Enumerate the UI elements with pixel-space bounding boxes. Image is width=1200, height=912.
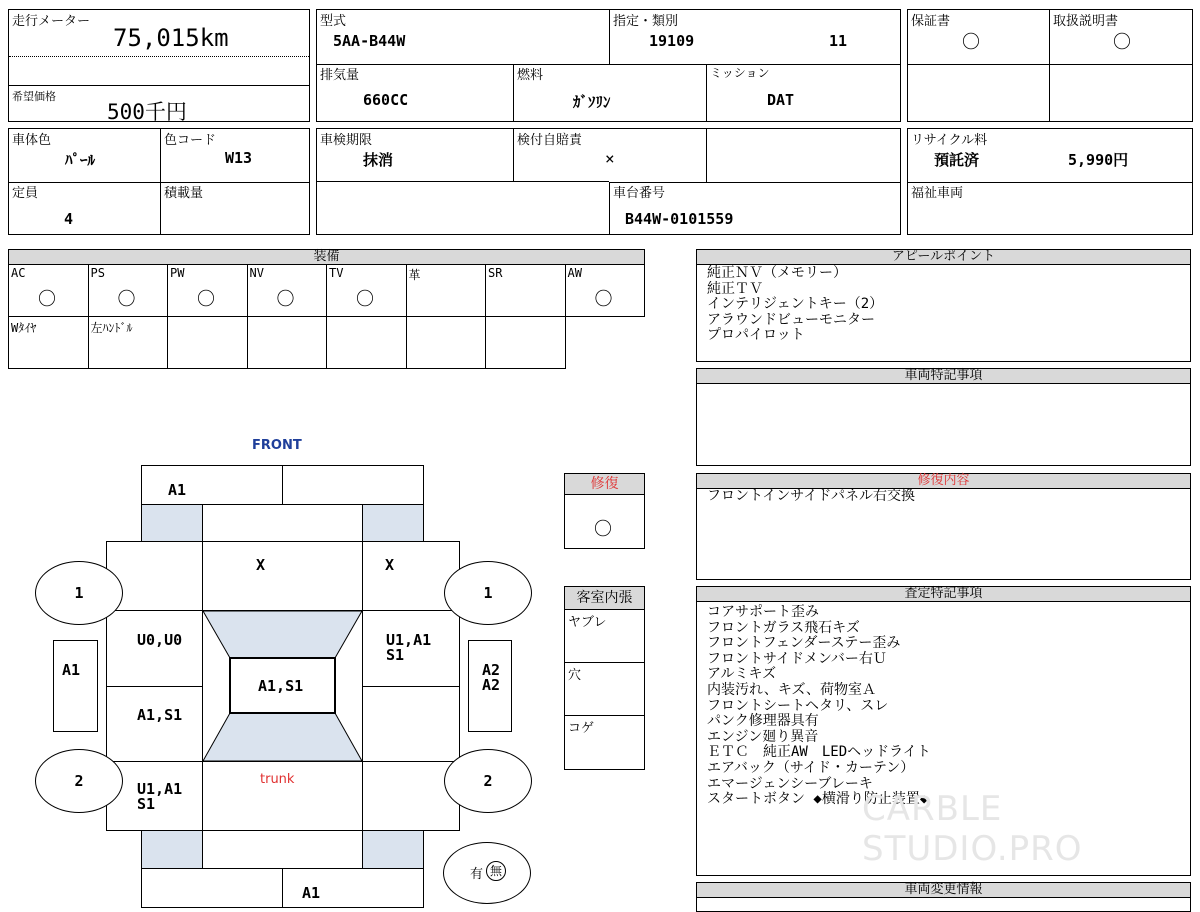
model-box: [316, 9, 901, 122]
appeal-title: アピールポイント: [696, 249, 1191, 265]
price-value: 500千円: [107, 100, 187, 124]
spare-none: 無: [486, 861, 506, 881]
front-right-pillar: [362, 504, 424, 542]
equipment-title: 装備: [8, 249, 645, 265]
equipment-label: NV: [249, 266, 264, 280]
mileage-box: [8, 9, 310, 122]
rear-left-door: [106, 686, 203, 762]
welfare-label: 福祉車両: [911, 186, 964, 201]
color-code-label: 色コード: [164, 133, 217, 148]
change-info-title: 車両変更情報: [696, 882, 1191, 898]
manual-value: 〇: [1113, 32, 1131, 53]
roof-value: A1,S1: [258, 677, 304, 695]
front-left-pillar: [141, 504, 203, 542]
equipment-cell: [88, 317, 169, 369]
spare-label: 有: [470, 867, 484, 882]
interior-box: [564, 586, 645, 770]
wheel-front-left: 1: [35, 561, 123, 625]
hood-left-value: X: [256, 556, 266, 574]
equipment-value: 〇: [356, 289, 374, 310]
designation-value2: 11: [829, 32, 848, 50]
appeal-text: 純正ＮＶ（メモリー） 純正ＴＶ インテリジェントキー（2） アラウンドビューモニター プロパイロット: [707, 265, 884, 344]
recycle-box: [907, 128, 1193, 235]
mission-value: DAT: [767, 91, 795, 109]
rear-left-pillar: [141, 830, 203, 869]
chassis-label: 車台番号: [613, 186, 666, 201]
equipment-label: Wﾀｲﾔ: [11, 321, 37, 335]
inspection-label: 車検期限: [320, 133, 373, 148]
assessment-panel: [696, 586, 1191, 876]
interior-item: コゲ: [568, 721, 595, 736]
repair-detail-title: 修復内容: [696, 473, 1191, 489]
left-sill-value: A1: [62, 661, 81, 679]
recycle-label: リサイクル料: [911, 133, 988, 148]
equipment-label: PW: [170, 266, 185, 280]
interior-item: ヤブレ: [568, 615, 607, 630]
model-label: 型式: [320, 14, 347, 29]
rear-right-pillar: [362, 830, 424, 869]
hood-top: [202, 504, 363, 542]
equipment-cell: [406, 265, 487, 317]
equipment-cell: [8, 265, 89, 317]
equipment-value: 〇: [38, 289, 56, 310]
equipment-value: 〇: [276, 289, 295, 310]
chassis-value: B44W-0101559: [625, 210, 734, 228]
equipment-label: AW: [567, 266, 582, 280]
equipment-cell: [247, 265, 328, 317]
repair-detail-panel: [696, 473, 1191, 580]
capacity-value: 4: [64, 210, 74, 228]
color-value: ﾊﾟｰﾙ: [65, 151, 96, 169]
mission-label: ミッション: [710, 66, 770, 80]
equipment-table: [8, 249, 645, 369]
equipment-cell: [88, 265, 169, 317]
interior-title: 客室内張: [564, 586, 645, 610]
special-notes-title: 車両特記事項: [696, 368, 1191, 384]
trunk-label: trunk: [260, 772, 295, 787]
equipment-value: 〇: [117, 289, 136, 310]
special-notes-panel: [696, 368, 1191, 466]
equipment-label: PS: [90, 266, 105, 280]
warranty-value: 〇: [962, 32, 980, 53]
designation-value1: 19109: [649, 32, 695, 50]
equipment-value: 〇: [594, 289, 613, 310]
wheel-rear-left: 2: [35, 749, 123, 813]
change-info-panel: [696, 882, 1191, 912]
front-right-door-value-2: S1: [386, 646, 405, 664]
equipment-cell: [167, 265, 248, 317]
equipment-label: TV: [329, 266, 344, 280]
rear-top: [202, 830, 363, 869]
manual-label: 取扱説明書: [1053, 14, 1119, 29]
equipment-cell: [326, 265, 407, 317]
recycle-amount: 5,990円: [1068, 151, 1129, 169]
load-label: 積載量: [164, 186, 204, 201]
displacement-value: 660CC: [363, 91, 409, 109]
repair-box: [564, 473, 645, 549]
equipment-cell: [247, 317, 328, 369]
appeal-panel: [696, 249, 1191, 362]
front-bumper-value: A1: [168, 481, 187, 499]
left-sill: [53, 640, 98, 732]
right-sill-value-1: A2: [482, 661, 501, 679]
assessment-title: 査定特記事項: [696, 586, 1191, 602]
color-code-value: W13: [225, 149, 253, 167]
warranty-label: 保証書: [911, 14, 951, 29]
designation-label: 指定・類別: [613, 14, 679, 29]
price-label: 希望価格: [12, 90, 56, 103]
capacity-label: 定員: [12, 186, 39, 201]
fuel-value: ｶﾞｿﾘﾝ: [573, 93, 611, 111]
inspection-value: 抹消: [363, 151, 394, 169]
assessment-text: コアサポート歪み フロントガラス飛石キズ フロントフェンダーステー歪み フロントサイドメンバー右Ｕ アルミキズ 内装汚れ、キズ、荷物室Ａ フロントシートヘタリ、スレ パンク修理器具有 エンジン廻り異音 ＥＴＣ 純正AW LEDヘッドライト エアバック（サイド・カーテン） エマージェンシーブレーキ スタートボタン ◆横滑り防止装置◆: [707, 604, 931, 808]
insurance-value: ×: [605, 149, 615, 168]
wheel-rear-right: 2: [444, 749, 532, 813]
rear-left-door-value: A1,S1: [137, 706, 183, 724]
hood: [202, 541, 363, 611]
equipment-cell: [8, 317, 89, 369]
rear-left-fender-value-2: S1: [137, 795, 156, 813]
color-label: 車体色: [12, 133, 52, 148]
repair-value: 〇: [594, 519, 612, 540]
equipment-cell: [326, 317, 407, 369]
repair-title: 修復: [564, 473, 645, 495]
equipment-label: 革: [408, 268, 421, 282]
equipment-label: AC: [11, 266, 26, 280]
equipment-label: 左ﾊﾝﾄﾞﾙ: [90, 321, 133, 335]
equipment-cell: [565, 265, 646, 317]
equipment-cell: [485, 317, 566, 369]
equipment-cell: [485, 265, 566, 317]
wheel-front-right: 1: [444, 561, 532, 625]
front-left-door-value: U0,U0: [137, 631, 183, 649]
spare-tire: [443, 842, 531, 904]
equipment-label: SR: [488, 266, 503, 280]
recycle-status: 預託済: [934, 151, 980, 169]
color-box: [8, 128, 310, 235]
model-value: 5AA-B44W: [333, 32, 406, 50]
equipment-cell: [167, 317, 248, 369]
right-sill-value-2: A2: [482, 676, 501, 694]
fuel-label: 燃料: [517, 68, 544, 83]
equipment-value: 〇: [197, 289, 215, 310]
warranty-box: [907, 9, 1193, 122]
rear-left-fender-value: U1,A1: [137, 780, 183, 798]
mileage-value: 75,015km: [113, 24, 229, 52]
interior-item: 穴: [568, 668, 582, 683]
insurance-label: 検付自賠責: [517, 133, 583, 148]
front-right-door-value: U1,A1: [386, 631, 432, 649]
displacement-label: 排気量: [320, 68, 360, 83]
rear-right-door: [362, 686, 460, 762]
front-label: FRONT: [252, 438, 302, 453]
hood-right-value: X: [385, 556, 395, 574]
watermark: CARBLE STUDIO.PRO: [862, 789, 1083, 869]
rear-bumper-value: A1: [302, 884, 321, 902]
mileage-label: 走行メーター: [12, 14, 91, 29]
repair-detail-text: フロントインサイドパネル右交換: [707, 488, 916, 504]
equipment-cell: [406, 317, 487, 369]
